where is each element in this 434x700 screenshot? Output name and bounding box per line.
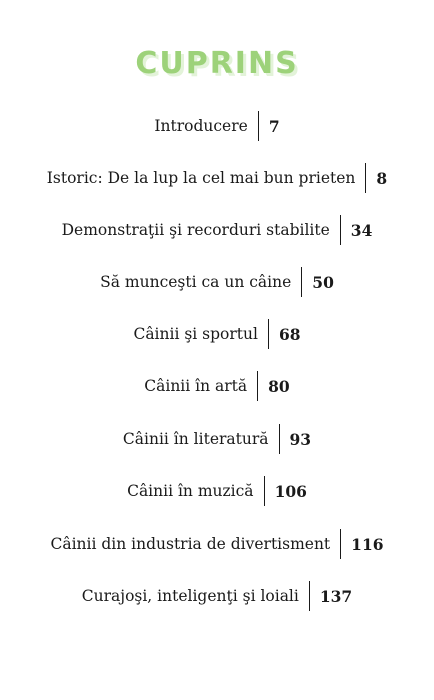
toc-entry-page: 106 <box>274 481 307 501</box>
toc-entry-label: Câinii şi sportul <box>133 325 258 343</box>
toc-entry <box>0 370 434 402</box>
toc-separator <box>340 529 341 559</box>
toc-entry <box>0 110 434 142</box>
toc-separator <box>365 163 366 193</box>
toc-entry-label: Câinii din industria de divertisment <box>50 535 331 553</box>
toc-entry-label: Câinii în artă <box>144 377 248 395</box>
toc-entry-label: Demonstraţii şi recorduri stabilite <box>61 221 330 239</box>
toc-entry-page: 34 <box>350 220 373 240</box>
toc-separator <box>301 267 302 297</box>
toc-entry-label: Introducere <box>154 117 248 135</box>
toc-entry <box>0 318 434 350</box>
page-title: CUPRINS <box>135 46 299 81</box>
toc-separator <box>257 371 258 401</box>
toc-entry-page: 137 <box>319 586 353 606</box>
toc-entry-page: 50 <box>312 272 334 292</box>
toc-entry <box>0 475 434 507</box>
toc-entry-page: 8 <box>376 168 388 188</box>
toc-entry <box>0 162 434 194</box>
toc-separator <box>264 476 265 506</box>
toc-separator <box>309 581 310 611</box>
toc-entry-page: 93 <box>289 429 312 449</box>
toc-entry <box>0 423 434 455</box>
toc-entry-page: 116 <box>351 534 384 554</box>
toc-entry <box>0 214 434 246</box>
toc-separator <box>279 424 280 454</box>
toc-separator <box>340 215 341 245</box>
toc-entry-page: 7 <box>268 116 280 136</box>
toc-entry-label: Câinii în muzică <box>127 482 254 500</box>
toc-separator <box>268 319 269 349</box>
toc-entry <box>0 266 434 298</box>
toc-entry-label: Istoric: De la lup la cel mai bun prieten <box>46 169 356 187</box>
toc-entry-label: Câinii în literatură <box>122 430 269 448</box>
toc-entry <box>0 528 434 560</box>
toc-entry-page: 68 <box>278 324 301 344</box>
toc-entry-label: Să munceşti ca un câine <box>100 273 292 291</box>
toc-entry-page: 80 <box>268 376 290 396</box>
toc-entry <box>0 580 434 612</box>
toc-entry-label: Curajoşi, inteligenţi şi loiali <box>81 587 299 605</box>
toc-separator <box>258 111 259 141</box>
